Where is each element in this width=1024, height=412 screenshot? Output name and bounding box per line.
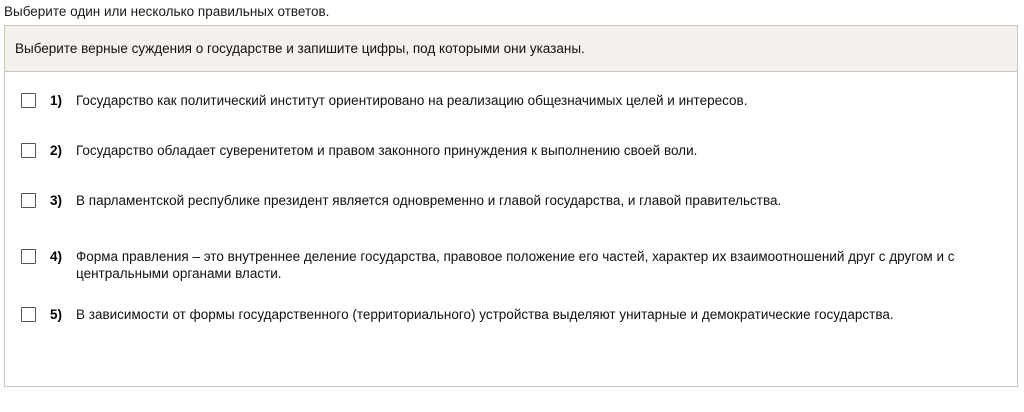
option-label-5[interactable]: В зависимости от формы государственного (территориального) устройства выделяют унитарные и демократические государства. xyxy=(76,307,894,322)
option-item-5[interactable] xyxy=(5,296,1017,348)
option-checkbox-4[interactable] xyxy=(21,249,36,264)
option-checkbox-3[interactable] xyxy=(21,193,36,208)
option-checkbox-5[interactable] xyxy=(21,307,36,322)
option-checkbox-1[interactable] xyxy=(21,93,36,108)
option-label-1[interactable]: Государство как политический институт ориентировано на реализацию общезначимых целей и интересов. xyxy=(76,93,748,108)
option-number-2: 2) xyxy=(50,143,63,158)
option-label-3[interactable]: В парламентской республике президент является одновременно и главой государства, и главой правительства. xyxy=(76,193,782,208)
option-number-4: 4) xyxy=(50,249,63,264)
question-panel xyxy=(4,25,1018,72)
option-item-3[interactable] xyxy=(5,188,1017,232)
options-list xyxy=(4,72,1018,387)
option-checkbox-2[interactable] xyxy=(21,143,36,158)
option-number-5: 5) xyxy=(50,307,63,322)
question-stem: Выберите верные суждения о государстве и запишите цифры, под которыми они указаны. xyxy=(15,41,585,56)
option-number-3: 3) xyxy=(50,193,63,208)
option-label-2[interactable]: Государство обладает суверенитетом и правом законного принуждения к выполнению своей воли. xyxy=(76,143,698,158)
option-number-1: 1) xyxy=(50,93,63,108)
option-item-1[interactable] xyxy=(5,88,1017,132)
option-label-4[interactable]: Форма правления – это внутреннее деление государства, правовое положение его частей, характер их взаимоотношений друг с другом и с центральными органами власти. xyxy=(76,249,955,281)
instruction-text: Выберите один или несколько правильных ответов. xyxy=(4,4,330,19)
option-item-4[interactable] xyxy=(5,238,1017,290)
option-item-2[interactable] xyxy=(5,138,1017,182)
